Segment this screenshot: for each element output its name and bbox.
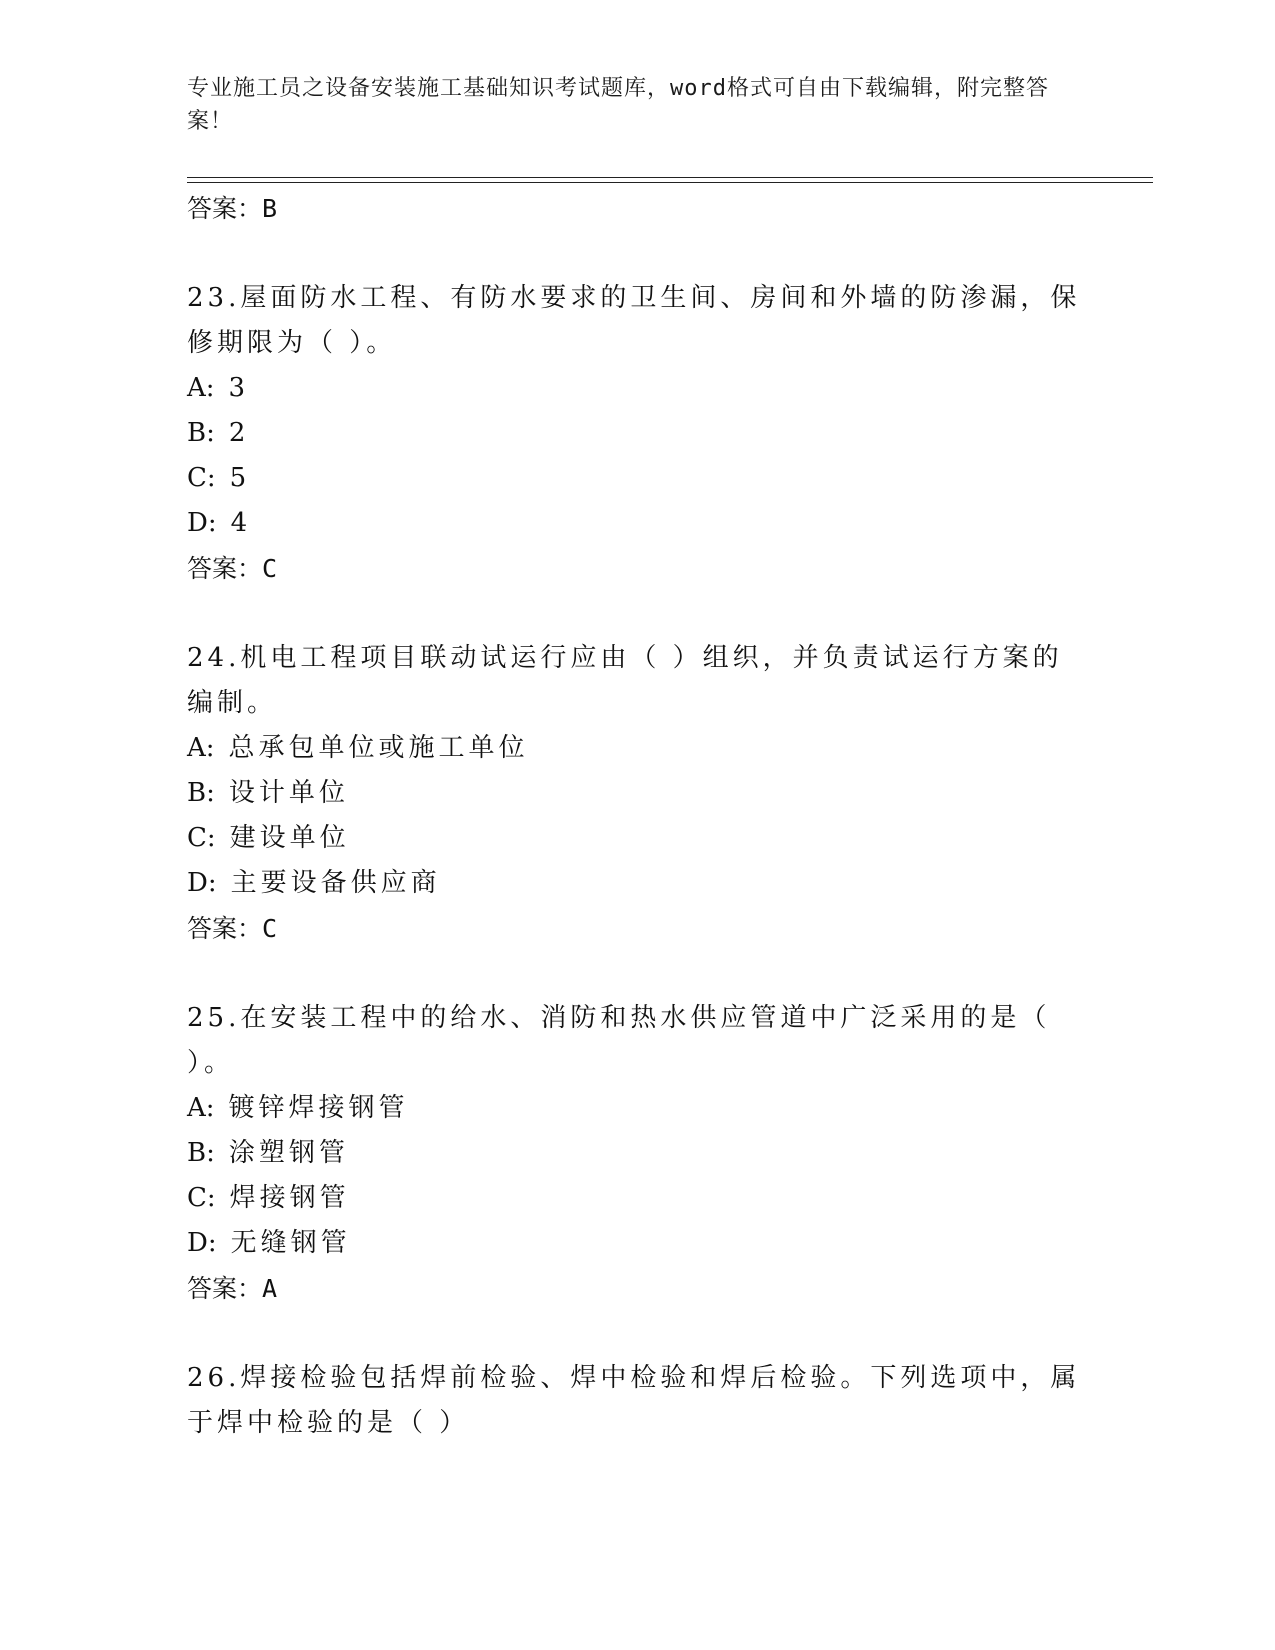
question-stem: 25.在安装工程中的给水、消防和热水供应管道中广泛采用的是（ ）。 bbox=[187, 1003, 1051, 1078]
question-answer: 答案：A bbox=[187, 1274, 278, 1303]
option-text: 3 bbox=[228, 373, 250, 403]
option-key: D: bbox=[187, 1228, 217, 1258]
question-25 bbox=[187, 996, 1087, 1312]
option-key: D: bbox=[187, 868, 217, 898]
option-c bbox=[187, 816, 1087, 861]
option-text: 2 bbox=[228, 418, 250, 448]
option-key: C: bbox=[187, 463, 216, 493]
question-stem: 24.机电工程项目联动试运行应由（ ）组织，并负责试运行方案的编制。 bbox=[187, 643, 1063, 718]
question-stem: 23.屋面防水工程、有防水要求的卫生间、房间和外墙的防渗漏，保修期限为（ ）。 bbox=[187, 283, 1081, 358]
option-key: C: bbox=[187, 823, 216, 853]
option-d bbox=[187, 1221, 1087, 1266]
option-b bbox=[187, 1131, 1087, 1176]
question-answer: 答案：C bbox=[187, 914, 278, 943]
question-stem: 26.焊接检验包括焊前检验、焊中检验和焊后检验。下列选项中，属于焊中检验的是（ ） bbox=[187, 1363, 1081, 1438]
option-c bbox=[187, 456, 1087, 501]
page-header-title: 专业施工员之设备安装施工基础知识考试题库，word格式可自由下载编辑，附完整答案！ bbox=[187, 76, 1049, 134]
option-d bbox=[187, 861, 1087, 906]
option-text: 镀锌焊接钢管 bbox=[228, 1093, 409, 1123]
option-text: 涂塑钢管 bbox=[228, 1138, 349, 1168]
option-text: 设计单位 bbox=[228, 778, 349, 808]
option-text: 5 bbox=[229, 463, 251, 493]
option-key: A: bbox=[187, 373, 215, 403]
header-divider-line-second bbox=[187, 182, 1153, 183]
previous-question-answer: 答案：B bbox=[187, 194, 278, 223]
option-key: A: bbox=[187, 1093, 215, 1123]
option-key: A: bbox=[187, 733, 215, 763]
option-b bbox=[187, 771, 1087, 816]
option-text: 焊接钢管 bbox=[229, 1183, 350, 1213]
option-b bbox=[187, 411, 1087, 456]
option-key: B: bbox=[187, 778, 215, 808]
option-text: 总承包单位或施工单位 bbox=[228, 733, 529, 763]
option-a bbox=[187, 1086, 1087, 1131]
option-key: B: bbox=[187, 418, 215, 448]
option-a bbox=[187, 366, 1087, 411]
option-key: C: bbox=[187, 1183, 216, 1213]
question-26 bbox=[187, 1356, 1087, 1446]
header-divider-line bbox=[187, 177, 1153, 178]
question-23 bbox=[187, 276, 1087, 592]
option-text: 建设单位 bbox=[229, 823, 350, 853]
option-d bbox=[187, 501, 1087, 546]
option-c bbox=[187, 1176, 1087, 1221]
option-a bbox=[187, 726, 1087, 771]
option-key: B: bbox=[187, 1138, 215, 1168]
option-text: 主要设备供应商 bbox=[230, 868, 441, 898]
question-24 bbox=[187, 636, 1087, 952]
question-answer: 答案：C bbox=[187, 554, 278, 583]
option-key: D: bbox=[187, 508, 217, 538]
question-list bbox=[187, 186, 1087, 1446]
option-text: 4 bbox=[230, 508, 252, 538]
option-text: 无缝钢管 bbox=[230, 1228, 351, 1258]
